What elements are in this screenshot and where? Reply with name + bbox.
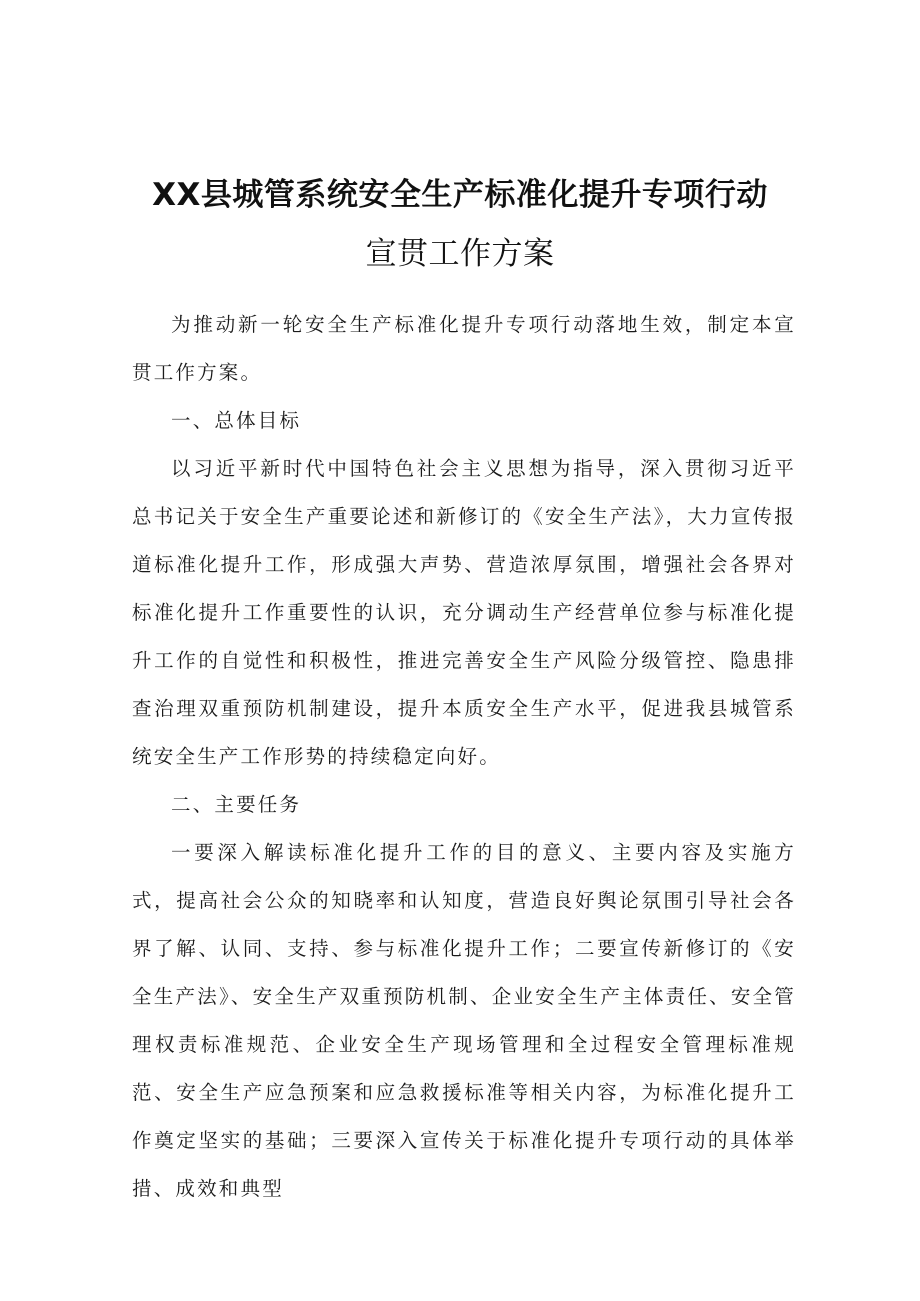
section-2-heading: 二、主要任务 xyxy=(171,793,302,816)
document-title-line-1: XX县城管系统安全生产标准化提升专项行动 xyxy=(152,177,768,213)
section-1-paragraph: 以习近平新时代中国特色社会主义思想为指导，深入贯彻习近平总书记关于安全生产重要论述和新修订的《安全生产法》，大力宣传报道标准化提升工作，形成强大声势、营造浓厚氛围，增强社会各界对标准化提升工作重要性的认识，充分调动生产经营单位参与标准化提升工作的自觉性和积极性，推进完善安全生产风险分级管控、隐患排查治理双重预防机制建设，提升本质安全生产水平，促进我县城管系统安全生产工作形势的持续稳定向好。 xyxy=(132,457,796,768)
section-2-paragraph: 一要深入解读标准化提升工作的目的意义、主要内容及实施方式，提高社会公众的知晓率和认知度，营造良好舆论氛围引导社会各界了解、认同、支持、参与标准化提升工作；二要宣传新修订的《安全生产法》、安全生产双重预防机制、企业安全生产主体责任、安全管理权责标准规范、企业安全生产现场管理和全过程安全管理标准规范、安全生产应急预案和应急救援标准等相关内容，为标准化提升工作奠定坚实的基础；三要深入宣传关于标准化提升专项行动的具体举措、成效和典型 xyxy=(132,841,796,1200)
intro-paragraph: 为推动新一轮安全生产标准化提升专项行动落地生效，制定本宣贯工作方案。 xyxy=(132,313,796,384)
section-1-heading: 一、总体目标 xyxy=(171,409,302,432)
document-body xyxy=(132,301,796,1213)
document-title-line-2: 宣贯工作方案 xyxy=(365,236,555,272)
